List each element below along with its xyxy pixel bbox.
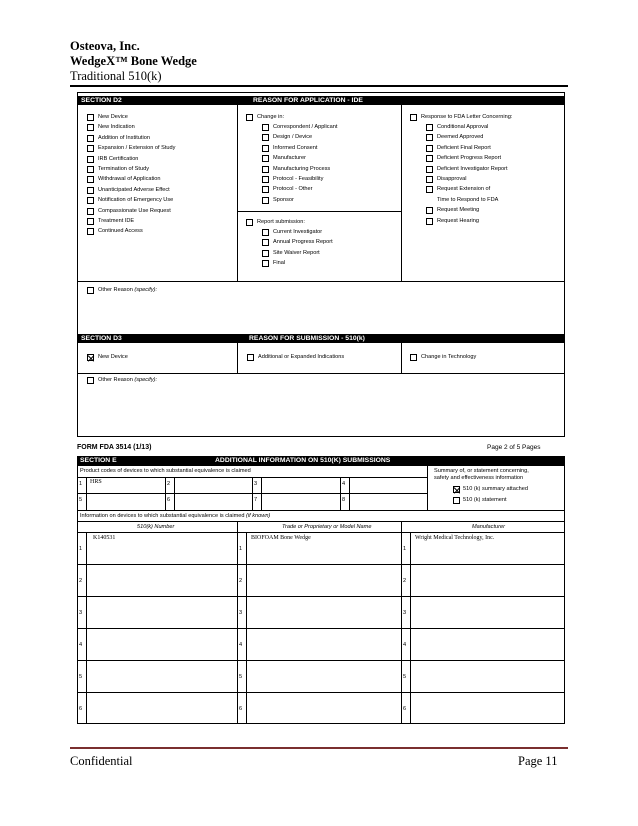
section-d3-title: SECTION D3 (81, 335, 122, 342)
col3-label: Request Meeting (437, 207, 480, 214)
row-number: 3 (403, 610, 407, 616)
summary-attached-label: 510 (k) summary attached (463, 486, 528, 492)
col3-checkbox[interactable] (426, 186, 433, 193)
row-number: 3 (79, 610, 83, 616)
col-trade-header: Trade or Proprietary or Model Name (282, 524, 372, 530)
section-d3-heading: REASON FOR SUBMISSION - 510(k) (249, 335, 365, 342)
col1-label: IRB Certification (98, 155, 139, 162)
col1-label: New Indication (98, 124, 135, 131)
col3-label: Time to Respond to FDA (437, 196, 499, 203)
col1-checkbox[interactable] (87, 228, 94, 235)
page-of: Page 2 of 5 Pages (487, 444, 541, 451)
response-fda-label: Response to FDA Letter Concerning: (421, 114, 513, 120)
col1-label: Treatment IDE (98, 218, 135, 224)
company-name: Osteova, Inc. (70, 39, 140, 53)
col2-label: Protocol - Other (273, 186, 313, 193)
report-submission-label: Report submission: (257, 219, 305, 225)
row-number: 4 (403, 642, 407, 648)
col1-label: Expansion / Extension of Study (98, 145, 176, 152)
row-number: 4 (79, 642, 83, 648)
col2-label: Informed Consent (273, 144, 318, 151)
checkbox-d3-other[interactable] (87, 377, 94, 384)
checkbox-response-fda[interactable] (410, 114, 417, 121)
col3-label: Deficient Progress Report (437, 155, 502, 162)
col3-label: Deemed Approved (437, 134, 484, 141)
col2-label: Design / Device (273, 134, 313, 141)
fda-form-3514 (77, 92, 565, 724)
code-number: 4 (342, 481, 346, 487)
row-number: 6 (79, 706, 83, 712)
code-number: 3 (254, 481, 258, 487)
col1-label: Continued Access (98, 228, 143, 235)
row-number: 5 (79, 674, 83, 680)
row-number: 2 (79, 578, 83, 584)
row-number: 2 (403, 578, 407, 584)
row-number: 5 (403, 674, 407, 680)
col1-label: Unanticipated Adverse Effect (98, 186, 170, 193)
product-code-value[interactable]: HRS (90, 479, 102, 485)
form-id: FORM FDA 3514 (1/13) (77, 444, 152, 451)
row-number: 6 (403, 706, 407, 712)
section-e-bar (77, 456, 565, 466)
summary-label-2: safety and effectiveness information (434, 475, 524, 481)
col1-checkbox[interactable] (87, 156, 94, 163)
row-number: 1 (403, 546, 407, 552)
col1-checkbox[interactable] (87, 208, 94, 215)
d3-additional-label: Additional or Expanded Indications (258, 354, 345, 360)
checkbox-summary-attached[interactable] (453, 486, 460, 493)
col3-label: Deficient Investigator Report (437, 165, 508, 172)
col1-label: Termination of Study (98, 166, 149, 172)
section-e-heading: ADDITIONAL INFORMATION ON 510(K) SUBMISSIONS (215, 457, 391, 464)
col1-label: Compassionate Use Request (98, 207, 171, 214)
col1-checkbox[interactable] (87, 218, 94, 225)
col1-checkbox[interactable] (87, 145, 94, 152)
checkbox-d3-new-device[interactable] (87, 354, 94, 361)
section-d3-bar (77, 334, 565, 343)
col1-checkbox[interactable] (87, 187, 94, 194)
col3-checkbox[interactable] (426, 124, 433, 131)
col2-checkbox[interactable] (262, 155, 269, 162)
product-codes-label: Product codes of devices to which substantial equivalence is claimed (80, 468, 251, 474)
col3-checkbox[interactable] (426, 176, 433, 183)
col-mfr-header: Manufacturer (472, 524, 505, 530)
row-number: 6 (239, 706, 243, 712)
col3-label: Deficient Final Report (437, 144, 491, 151)
col2-checkbox[interactable] (262, 197, 269, 204)
col1-checkbox[interactable] (87, 197, 94, 204)
code-number: 7 (254, 497, 258, 503)
col2b-label: Current Investigator (273, 229, 323, 235)
col2-checkbox[interactable] (262, 176, 269, 183)
col3-label: Disapproval (437, 176, 467, 182)
col2b-label: Site Waiver Report (273, 249, 320, 256)
info-label: Information on devices to which substantial equivalence is claimed (if known) (80, 513, 271, 519)
code-number: 6 (167, 497, 171, 503)
col3-checkbox[interactable] (426, 155, 433, 162)
col2b-checkbox[interactable] (262, 260, 269, 267)
checkbox-report-submission[interactable] (246, 219, 253, 226)
col2-checkbox[interactable] (262, 134, 269, 141)
checkbox-d2-other[interactable] (87, 287, 94, 294)
col3-checkbox[interactable] (426, 134, 433, 141)
section-e-title: SECTION E (80, 457, 117, 464)
col1-checkbox[interactable] (87, 114, 94, 121)
col1-label: New Device (98, 114, 128, 120)
row-number: 4 (239, 642, 243, 648)
col2-checkbox[interactable] (262, 186, 269, 193)
col2-checkbox[interactable] (262, 166, 269, 173)
col2-label: Sponsor (273, 196, 294, 203)
trade_names-cell[interactable]: BIOFOAM Bone Wedge (251, 535, 311, 541)
manufacturers-cell[interactable]: Wright Medical Technology, Inc. (415, 535, 495, 541)
d3-other-reason: Other Reason (specify): (98, 377, 158, 383)
row-number: 2 (239, 578, 243, 584)
k_numbers-cell[interactable]: K140531 (93, 535, 116, 541)
col2-checkbox[interactable] (262, 124, 269, 131)
col2b-checkbox[interactable] (262, 250, 269, 257)
col1-checkbox[interactable] (87, 124, 94, 131)
col1-label: Notification of Emergency Use (98, 197, 174, 204)
d3-technology-label: Change in Technology (421, 354, 477, 360)
row-number: 3 (239, 610, 243, 616)
d3-new-device-label: New Device (98, 354, 128, 360)
col3-label: Request Hearing (437, 217, 479, 224)
col2-label: Protocol - Feasibility (273, 176, 324, 182)
col1-checkbox[interactable] (87, 135, 94, 142)
footer-rule (70, 747, 568, 749)
checkbox-change-in[interactable] (246, 114, 253, 121)
d2-other-reason: Other Reason (specify): (98, 287, 158, 293)
col2b-checkbox[interactable] (262, 229, 269, 236)
col1-checkbox[interactable] (87, 166, 94, 173)
col1-label: Withdrawal of Application (98, 176, 161, 183)
code-number: 2 (167, 481, 171, 487)
document-type: Traditional 510(k) (70, 69, 162, 83)
col2-label: Manufacturer (273, 155, 306, 162)
col-510k-header: 510(k) Number (137, 524, 175, 530)
col3-checkbox[interactable] (426, 207, 433, 214)
checkbox-d3-additional[interactable] (247, 354, 254, 361)
header-rule (70, 85, 568, 87)
col2b-label: Final (273, 260, 286, 267)
checkbox-d3-technology[interactable] (410, 354, 417, 361)
code-number: 5 (79, 497, 83, 503)
footer-confidential: Confidential (70, 754, 133, 768)
section-d2-title: SECTION D2 (81, 97, 122, 104)
change-in-label: Change in: (257, 114, 285, 120)
code-number: 8 (342, 497, 346, 503)
checkbox-statement[interactable] (453, 497, 460, 504)
row-number: 1 (79, 546, 83, 552)
col1-checkbox[interactable] (87, 176, 94, 183)
col3-label: Conditional Approval (437, 124, 489, 130)
statement-label: 510 (k) statement (463, 497, 507, 503)
col2b-label: Annual Progress Report (273, 239, 333, 246)
code-number: 1 (79, 481, 83, 487)
row-number: 5 (239, 674, 243, 680)
row-number: 1 (239, 546, 243, 552)
col3-checkbox[interactable] (426, 145, 433, 152)
section-d2-heading: REASON FOR APPLICATION - IDE (253, 97, 363, 104)
col2-checkbox[interactable] (262, 145, 269, 152)
col2b-checkbox[interactable] (262, 239, 269, 246)
col3-checkbox[interactable] (426, 218, 433, 225)
product-name: WedgeX™ Bone Wedge (70, 54, 197, 68)
col2-label: Manufacturing Process (273, 165, 331, 172)
col3-checkbox[interactable] (426, 166, 433, 173)
section-d2-bar (77, 96, 565, 105)
footer-page-number: Page 11 (518, 754, 558, 768)
col3-label: Request Extension of (437, 186, 491, 193)
summary-label-1: Summary of, or statement concerning, (434, 468, 529, 474)
col1-label: Addition of Institution (98, 134, 150, 141)
col2-label: Correspondent / Applicant (273, 124, 338, 130)
